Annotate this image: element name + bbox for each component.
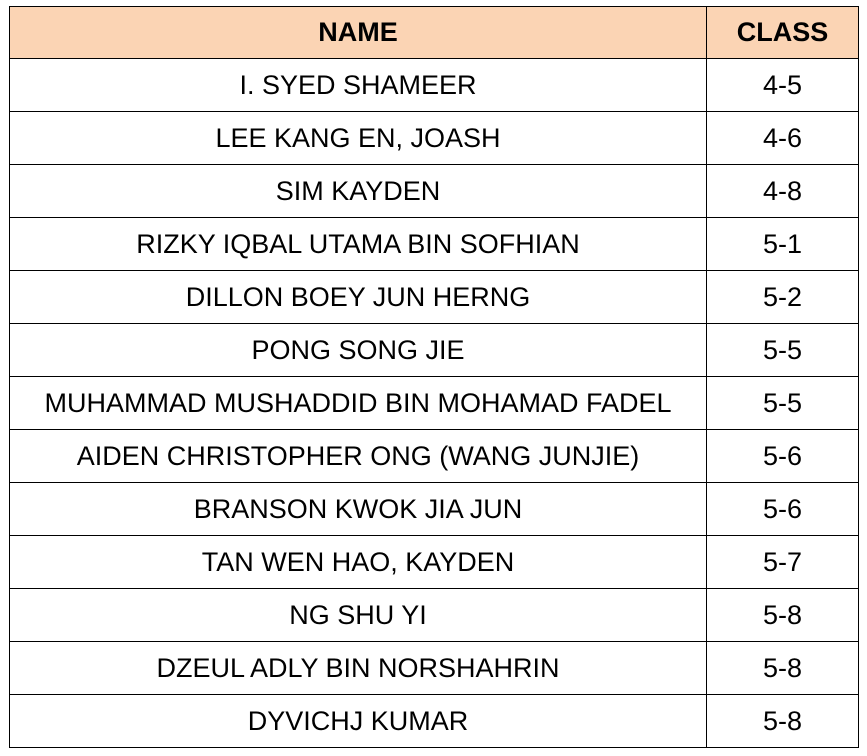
table-row	[10, 324, 859, 377]
student-name-cell: MUHAMMAD MUSHADDID BIN MOHAMAD FADEL	[10, 377, 707, 430]
table-row	[10, 536, 859, 589]
student-name-cell: DYVICHJ KUMAR	[10, 695, 707, 748]
student-class-cell: 5-2	[707, 271, 859, 324]
table-row	[10, 377, 859, 430]
student-class-cell: 5-5	[707, 324, 859, 377]
table-row	[10, 271, 859, 324]
student-name-cell: BRANSON KWOK JIA JUN	[10, 483, 707, 536]
table-row	[10, 59, 859, 112]
student-name-cell: NG SHU YI	[10, 589, 707, 642]
student-class-cell: 5-7	[707, 536, 859, 589]
table-row	[10, 695, 859, 748]
student-name-cell: I. SYED SHAMEER	[10, 59, 707, 112]
table-row	[10, 642, 859, 695]
student-class-cell: 5-6	[707, 430, 859, 483]
student-name-cell: TAN WEN HAO, KAYDEN	[10, 536, 707, 589]
student-class-cell: 5-8	[707, 695, 859, 748]
student-class-cell: 5-5	[707, 377, 859, 430]
student-name-cell: DILLON BOEY JUN HERNG	[10, 271, 707, 324]
table-row	[10, 483, 859, 536]
student-class-table	[9, 6, 859, 748]
table-row	[10, 430, 859, 483]
table-row	[10, 165, 859, 218]
student-name-cell: LEE KANG EN, JOASH	[10, 112, 707, 165]
student-class-cell: 5-1	[707, 218, 859, 271]
student-name-cell: SIM KAYDEN	[10, 165, 707, 218]
student-name-cell: RIZKY IQBAL UTAMA BIN SOFHIAN	[10, 218, 707, 271]
student-name-cell: PONG SONG JIE	[10, 324, 707, 377]
student-class-cell: 5-8	[707, 589, 859, 642]
student-class-cell: 5-8	[707, 642, 859, 695]
student-class-cell: 4-5	[707, 59, 859, 112]
table-header-row	[10, 7, 859, 59]
table-row	[10, 589, 859, 642]
student-name-cell: AIDEN CHRISTOPHER ONG (WANG JUNJIE)	[10, 430, 707, 483]
student-class-cell: 5-6	[707, 483, 859, 536]
student-class-cell: 4-6	[707, 112, 859, 165]
student-class-cell: 4-8	[707, 165, 859, 218]
name-column-header: NAME	[10, 7, 707, 59]
class-column-header: CLASS	[707, 7, 859, 59]
table-body	[10, 59, 859, 748]
student-name-cell: DZEUL ADLY BIN NORSHAHRIN	[10, 642, 707, 695]
table-row	[10, 112, 859, 165]
table-row	[10, 218, 859, 271]
